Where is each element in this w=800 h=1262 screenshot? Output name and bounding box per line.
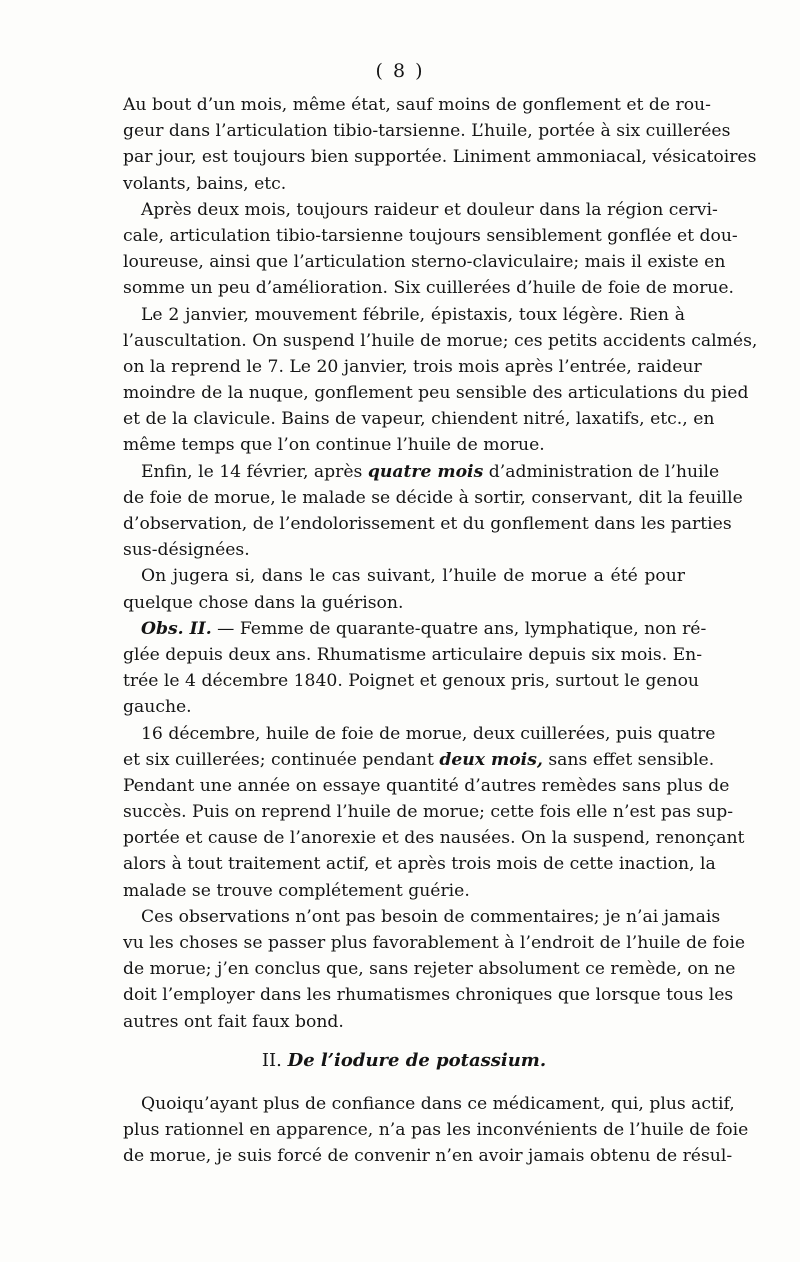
text-line: Pendant une année on essaye quantité d’autres remèdes sans plus de	[123, 775, 730, 796]
text-run: — Femme de quarante-quatre ans, lymphatique, non ré-	[211, 618, 707, 639]
section-heading	[123, 1047, 685, 1075]
text-run: sans effet sensible.	[542, 749, 715, 770]
paragraph-7	[123, 721, 745, 904]
paragraph-8	[123, 904, 745, 1035]
text-line: vu les choses se passer plus favorablement à l’endroit de l’huile de foie	[123, 933, 745, 953]
paragraph-3	[123, 302, 758, 459]
body-text	[123, 92, 758, 1169]
text-line	[123, 747, 715, 773]
text-run: et six cuillerées; continuée pendant	[123, 749, 440, 770]
text-line: par jour, est toujours bien supportée. Liniment ammoniacal, vésicatoires	[123, 147, 757, 168]
text-line: Le 2 janvier, mouvement fébrile, épistaxis, toux légère. Rien à	[141, 304, 685, 325]
text-line: trée le 4 décembre 1840. Poignet et genoux pris, surtout le genou	[123, 671, 699, 692]
section-numeral: II.	[261, 1049, 282, 1071]
text-line: succès. Puis on reprend l’huile de morue; cette fois elle n’est pas sup-	[123, 802, 734, 823]
text-line: malade se trouve complétement guérie.	[123, 880, 470, 901]
paragraph-6	[123, 616, 707, 721]
paragraph-5	[123, 563, 685, 615]
text-line: autres ont fait faux bond.	[123, 1011, 344, 1032]
text-line: gauche.	[123, 697, 192, 718]
text-line: Au bout d’un mois, même état, sauf moins de gonflement et de rou-	[123, 95, 711, 115]
closing-paragraph	[123, 1091, 749, 1170]
text-line	[123, 459, 720, 485]
text-line: loureuse, ainsi que l’articulation sterno-claviculaire; mais il existe en	[123, 252, 726, 273]
text-line: 16 décembre, huile de foie de morue, deux cuillerées, puis quatre	[141, 723, 716, 744]
text-line: doit l’employer dans les rhumatismes chroniques que lorsque tous les	[123, 985, 734, 1006]
text-line: et de la clavicule. Bains de vapeur, chiendent nitré, laxatifs, etc., en	[123, 409, 715, 430]
page-number: ( 8 )	[375, 60, 425, 82]
text-line: geur dans l’articulation tibio-tarsienne. L’huile, portée à six cuillerées	[123, 121, 731, 142]
text-line: de morue, je suis forcé de convenir n’en avoir jamais obtenu de résul-	[123, 1146, 733, 1167]
paragraph-2	[123, 197, 738, 302]
text-line: somme un peu d’amélioration. Six cuillerées d’huile de foie de morue.	[123, 278, 734, 299]
text-line: moindre de la nuque, gonflement peu sensible des articulations du pied	[123, 383, 749, 404]
text-line: sus-désignées.	[123, 540, 250, 561]
text-line: d’observation, de l’endolorissement et du gonflement dans les parties	[123, 514, 732, 534]
text-line: plus rationnel en apparence, n’a pas les inconvénients de l’huile de foie	[123, 1119, 749, 1140]
paragraph-1	[123, 92, 757, 197]
text-run: d’administration de l’huile	[483, 461, 720, 482]
text-line	[123, 616, 707, 642]
text-line: portée et cause de l’anorexie et des nausées. On la suspend, renonçant	[123, 828, 745, 849]
text-line: quelque chose dans la guérison.	[123, 592, 404, 613]
observation-label: Obs. II.	[141, 618, 212, 639]
text-line: on la reprend le 7. Le 20 janvier, trois mois après l’entrée, raideur	[123, 356, 702, 377]
text-line: l’auscultation. On suspend l’huile de morue; ces petits accidents calmés,	[123, 330, 758, 351]
text-line: même temps que l’on continue l’huile de morue.	[123, 435, 545, 456]
text-line: Après deux mois, toujours raideur et douleur dans la région cervi-	[141, 199, 718, 220]
text-run: Enfin, le 14 février, après	[141, 461, 368, 482]
text-line: cale, articulation tibio-tarsienne toujours sensiblement gonflée et dou-	[123, 225, 738, 246]
text-line: de foie de morue, le malade se décide à sortir, conservant, dit la feuille	[123, 487, 743, 508]
text-line: Quoiqu’ayant plus de confiance dans ce médicament, qui, plus actif,	[141, 1093, 735, 1114]
text-line: de morue; j’en conclus que, sans rejeter absolument ce remède, on ne	[123, 959, 736, 980]
text-line: volants, bains, etc.	[123, 173, 287, 194]
text-line: Ces observations n’ont pas besoin de commentaires; je n’ai jamais	[141, 906, 721, 927]
text-line: glée depuis deux ans. Rhumatisme articulaire depuis six mois. En-	[123, 644, 703, 665]
paragraph-4	[123, 459, 743, 564]
text-line: alors à tout traitement actif, et après trois mois de cette inaction, la	[123, 854, 716, 875]
emphasis-text: deux mois,	[439, 749, 543, 770]
text-line: On jugera si, dans le cas suivant, l’huile de morue a été pour	[141, 566, 685, 587]
emphasis-text: quatre mois	[367, 461, 484, 482]
section-title: De l’iodure de potassium.	[287, 1049, 547, 1071]
